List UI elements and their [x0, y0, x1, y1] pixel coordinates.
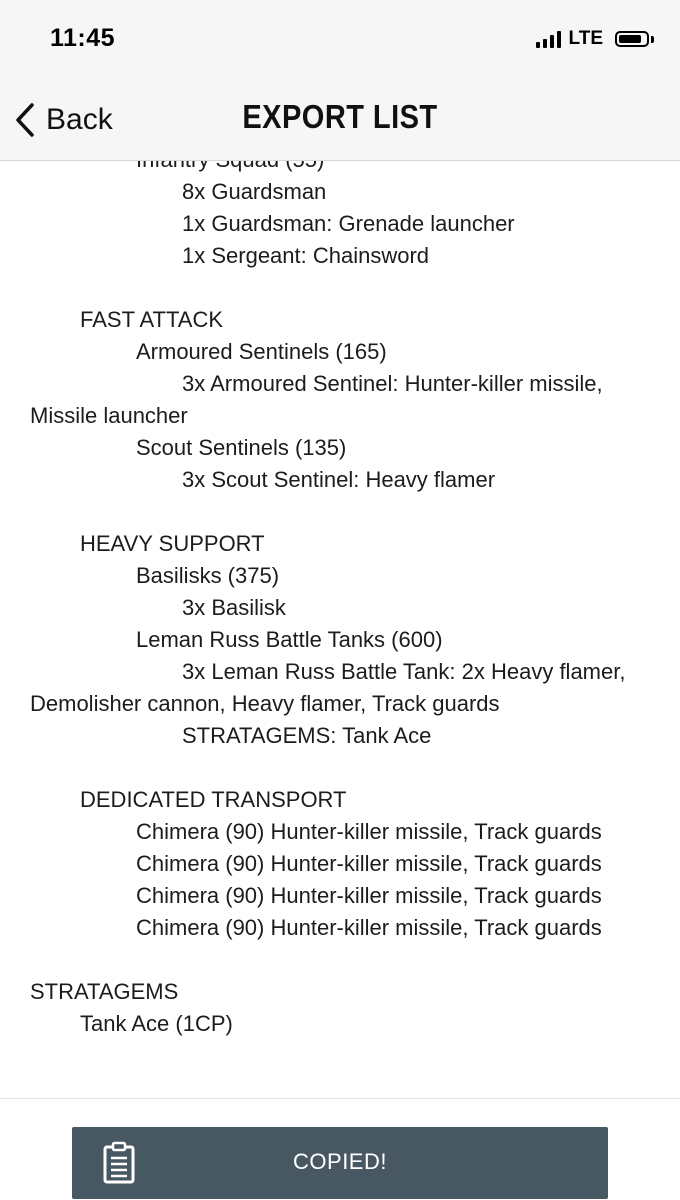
signal-icon: [536, 30, 561, 48]
list-line: Chimera (90) Hunter-killer missile, Track guards: [136, 915, 602, 940]
list-line: 1x Sergeant: Chainsword: [182, 243, 430, 268]
bottom-action-area: [0, 1098, 680, 1200]
list-line: 1x Guardsman: Grenade launcher: [182, 211, 515, 236]
list-line: Chimera (90) Hunter-killer missile, Track guards: [136, 883, 602, 908]
list-line: 3x Basilisk: [182, 595, 286, 620]
list-line: Missile launcher: [30, 403, 188, 428]
list-line: Leman Russ Battle Tanks (600): [136, 627, 443, 652]
list-line: Chimera (90) Hunter-killer missile, Track guards: [136, 819, 602, 844]
network-type: LTE: [568, 28, 603, 49]
status-indicators: [536, 28, 654, 50]
back-label: Back: [46, 103, 113, 136]
top-bar: [0, 0, 680, 161]
list-line: 3x Leman Russ Battle Tank: 2x Heavy flamer,: [182, 659, 626, 684]
list-line: Tank Ace (1CP): [80, 1011, 233, 1036]
section-heading: HEAVY SUPPORT: [80, 531, 265, 556]
list-line: 3x Scout Sentinel: Heavy flamer: [182, 467, 496, 492]
list-line: 3x Armoured Sentinel: Hunter-killer missile,: [182, 371, 603, 396]
copy-button-label: COPIED!: [293, 1149, 387, 1174]
page-title: EXPORT LIST: [242, 98, 438, 135]
section-heading: STRATAGEMS: [30, 979, 179, 1004]
list-line: STRATAGEMS: Tank Ace: [182, 723, 432, 748]
status-time: 11:45: [50, 24, 116, 52]
list-line: 8x Guardsman: [182, 179, 327, 204]
list-line: Armoured Sentinels (165): [136, 339, 387, 364]
export-list-content[interactable]: [0, 120, 680, 1100]
copy-button[interactable]: [72, 1127, 608, 1199]
list-line: Basilisks (375): [136, 563, 280, 588]
chevron-left-icon: [14, 102, 36, 138]
battery-icon: [615, 31, 654, 47]
list-line: Demolisher cannon, Heavy flamer, Track guards: [30, 691, 500, 716]
section-heading: FAST ATTACK: [80, 307, 224, 332]
list-line: Chimera (90) Hunter-killer missile, Track guards: [136, 851, 602, 876]
section-heading: DEDICATED TRANSPORT: [80, 787, 347, 812]
list-line: Scout Sentinels (135): [136, 435, 347, 460]
